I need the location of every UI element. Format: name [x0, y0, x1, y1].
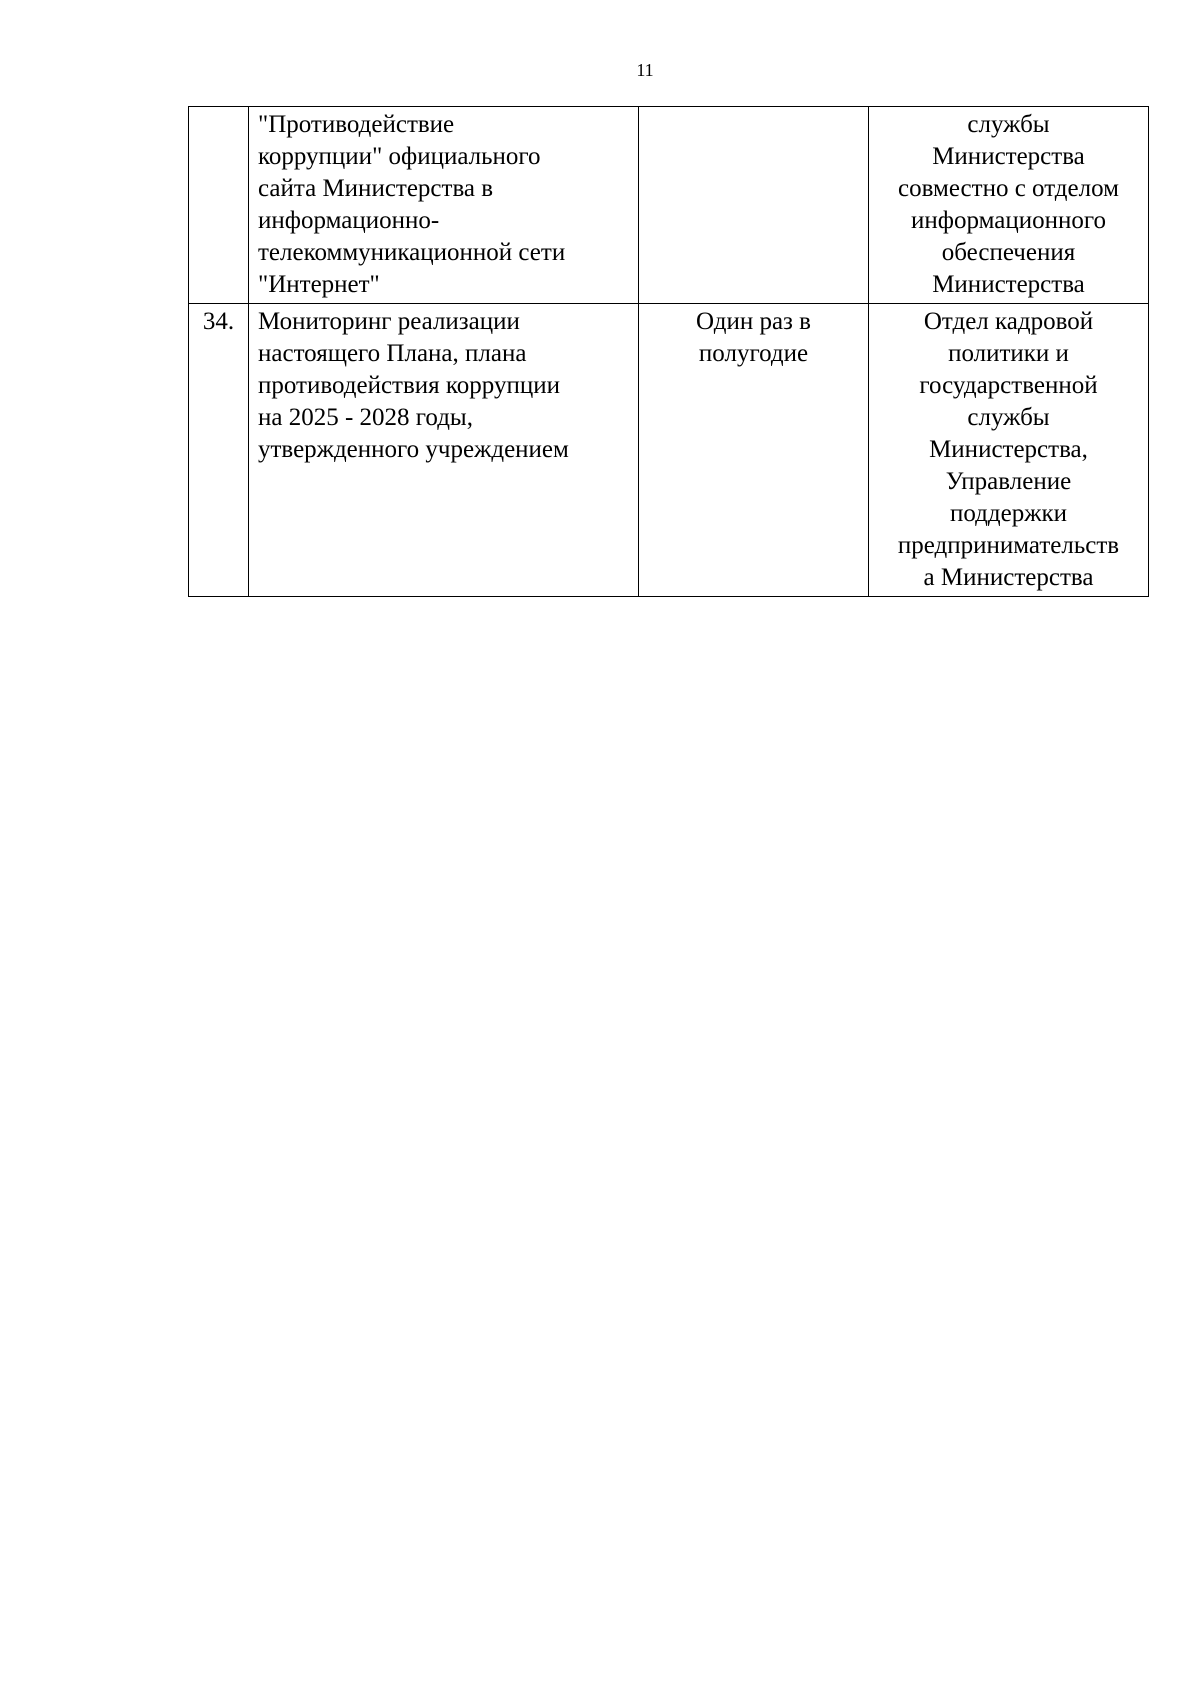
responsible-cell [869, 107, 1149, 304]
responsible-text-line: Отдел кадровой [923, 308, 1094, 335]
event-text-line: "Противодействие [258, 111, 455, 138]
responsible-text-line: обеспечения [941, 239, 1076, 266]
term-cell [639, 107, 869, 304]
responsible-text-line: службы [967, 404, 1050, 431]
term-cell [639, 304, 869, 597]
responsible-text-line: информационного [911, 207, 1106, 234]
table-row [189, 107, 1149, 304]
event-text-line: "Интернет" [258, 271, 380, 298]
event-cell [249, 107, 639, 304]
plan-table [188, 106, 1149, 597]
event-text-line: утвержденного учреждением [258, 436, 569, 463]
responsible-text-line: Министерства, [929, 436, 1088, 463]
event-text-line: коррупции" официального [258, 143, 541, 170]
event-cell [249, 304, 639, 597]
responsible-text-line: Управление [945, 468, 1072, 495]
page-number: 11 [636, 60, 654, 80]
responsible-text-line: службы [967, 111, 1050, 138]
responsible-text-line: Министерства [932, 271, 1085, 298]
responsible-text-line: политики и [948, 340, 1069, 367]
responsible-text-line: а Министерства [923, 564, 1094, 591]
responsible-text-line: Министерства [932, 143, 1085, 170]
event-text-line: противодействия коррупции [258, 372, 560, 399]
term-text-line: полугодие [698, 340, 809, 367]
responsible-cell [869, 304, 1149, 597]
responsible-text-line: совместно с отделом [898, 175, 1119, 202]
event-text-line: настоящего Плана, плана [258, 340, 527, 367]
term-text-line: Один раз в [696, 308, 811, 335]
event-text-line: на 2025 - 2028 годы, [258, 404, 473, 431]
responsible-text-line: предпринимательств [897, 532, 1120, 559]
event-text-line: Мониторинг реализации [258, 308, 520, 335]
table-row [189, 304, 1149, 597]
row-number-cell: 34. [189, 304, 249, 597]
row-number-cell [189, 107, 249, 304]
responsible-text-line: поддержки [950, 500, 1067, 527]
event-text-line: сайта Министерства в [258, 175, 494, 202]
event-text-line: телекоммуникационной сети [258, 239, 566, 266]
responsible-text-line: государственной [919, 372, 1098, 399]
event-text-line: информационно- [258, 207, 440, 234]
